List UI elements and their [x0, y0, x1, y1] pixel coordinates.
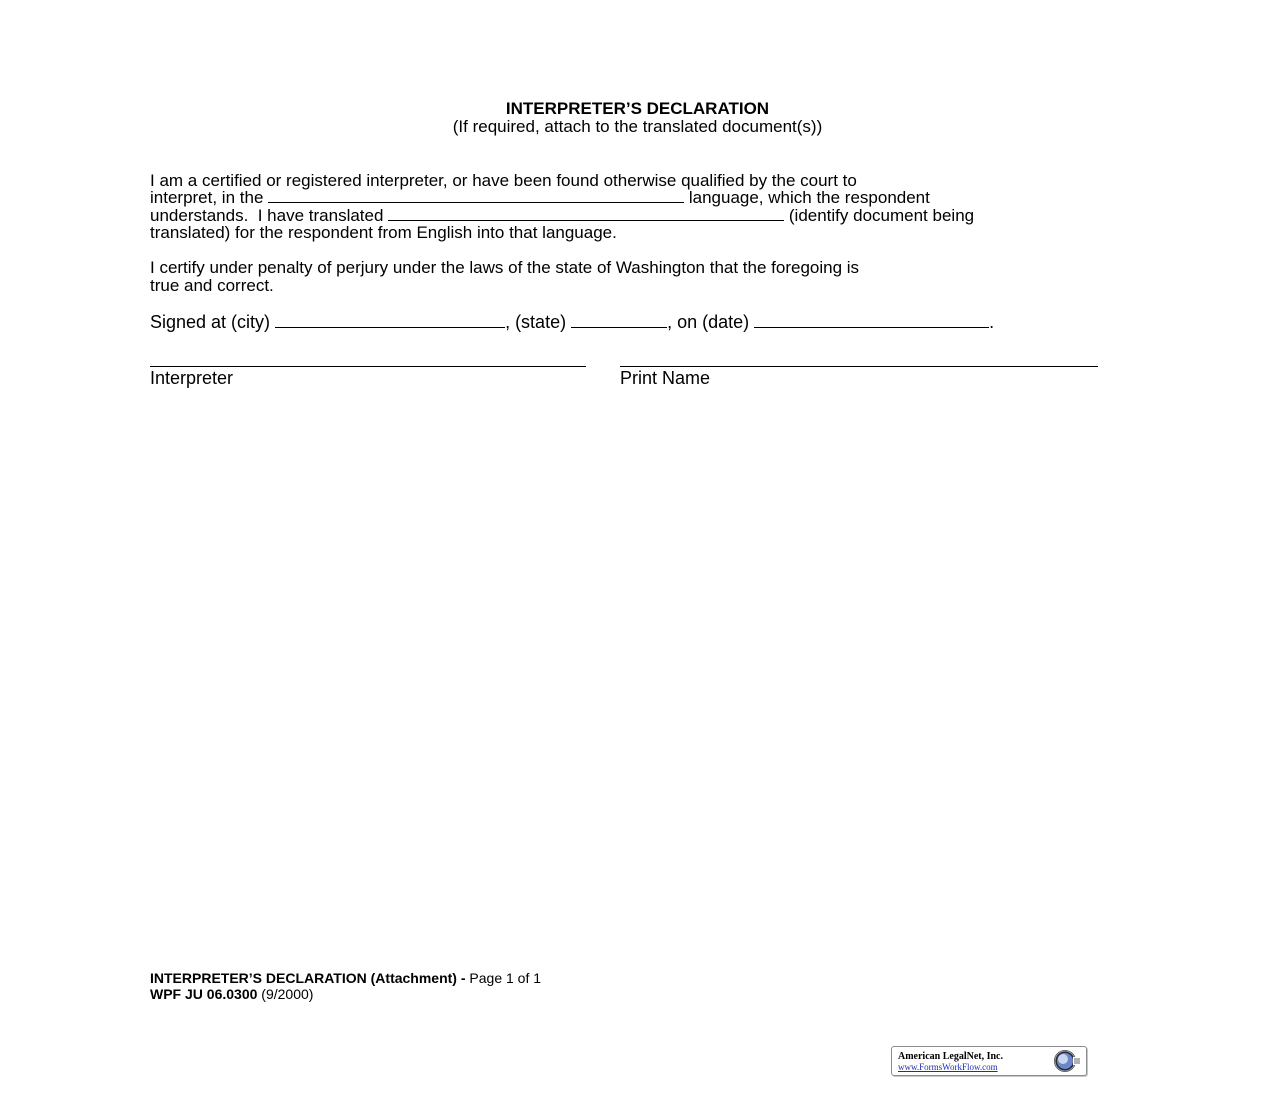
perjury-statement-end: true and correct. — [150, 276, 274, 295]
footer-form-title — [150, 970, 541, 986]
paragraph-1-line-4 — [150, 223, 617, 243]
paragraph-2-line-1 — [150, 258, 859, 278]
state-field[interactable] — [571, 313, 667, 328]
american-legalnet-badge[interactable] — [891, 1046, 1087, 1076]
paragraph-2-line-2 — [150, 276, 274, 296]
footer-page-number: Page 1 of 1 — [469, 970, 542, 986]
paragraph-1-line-4-text: translated) for the respondent from English into that language. — [150, 223, 617, 242]
signed-line-end: . — [989, 312, 995, 332]
document-translated-field[interactable] — [388, 207, 784, 221]
signed-state-label: , (state) — [505, 312, 572, 332]
translated-label: understands. I have translated — [150, 206, 389, 225]
document-subtitle: (If required, attach to the translated document(s)) — [452, 117, 823, 136]
signed-city-label: Signed at (city) — [150, 312, 276, 332]
footer-form-date: (9/2000) — [257, 986, 314, 1002]
badge-url-link[interactable]: www.FormsWorkFlow.com — [898, 1062, 998, 1072]
identify-document-label: (identify document being — [784, 206, 975, 225]
footer-form-code — [150, 986, 313, 1002]
date-field[interactable] — [754, 313, 989, 328]
signed-date-label: , on (date) — [667, 312, 755, 332]
paragraph-1-line-2 — [150, 188, 930, 208]
badge-company-name: American LegalNet, Inc. — [898, 1051, 1003, 1062]
language-field[interactable] — [268, 189, 684, 203]
globe-logo-icon — [1047, 1048, 1083, 1074]
footer-title-text: INTERPRETER’S DECLARATION (Attachment) - — [150, 970, 470, 986]
respondent-understands-label: language, which the respondent — [684, 188, 930, 207]
signed-at-line — [150, 311, 994, 333]
interpret-language-label: interpret, in the — [150, 188, 269, 207]
print-name-label: Print Name — [620, 368, 711, 388]
interpreter-label: Interpreter — [150, 368, 234, 388]
paragraph-1-line-1-text: I am a certified or registered interpreter, or have been found otherwise qualified by the court to — [150, 171, 857, 190]
footer-code-text: WPF JU 06.0300 — [150, 986, 258, 1002]
document-title: INTERPRETER’S DECLARATION — [505, 99, 770, 118]
perjury-statement: I certify under penalty of perjury under the laws of the state of Washington that the foregoing is — [150, 258, 860, 277]
city-field[interactable] — [275, 313, 505, 328]
